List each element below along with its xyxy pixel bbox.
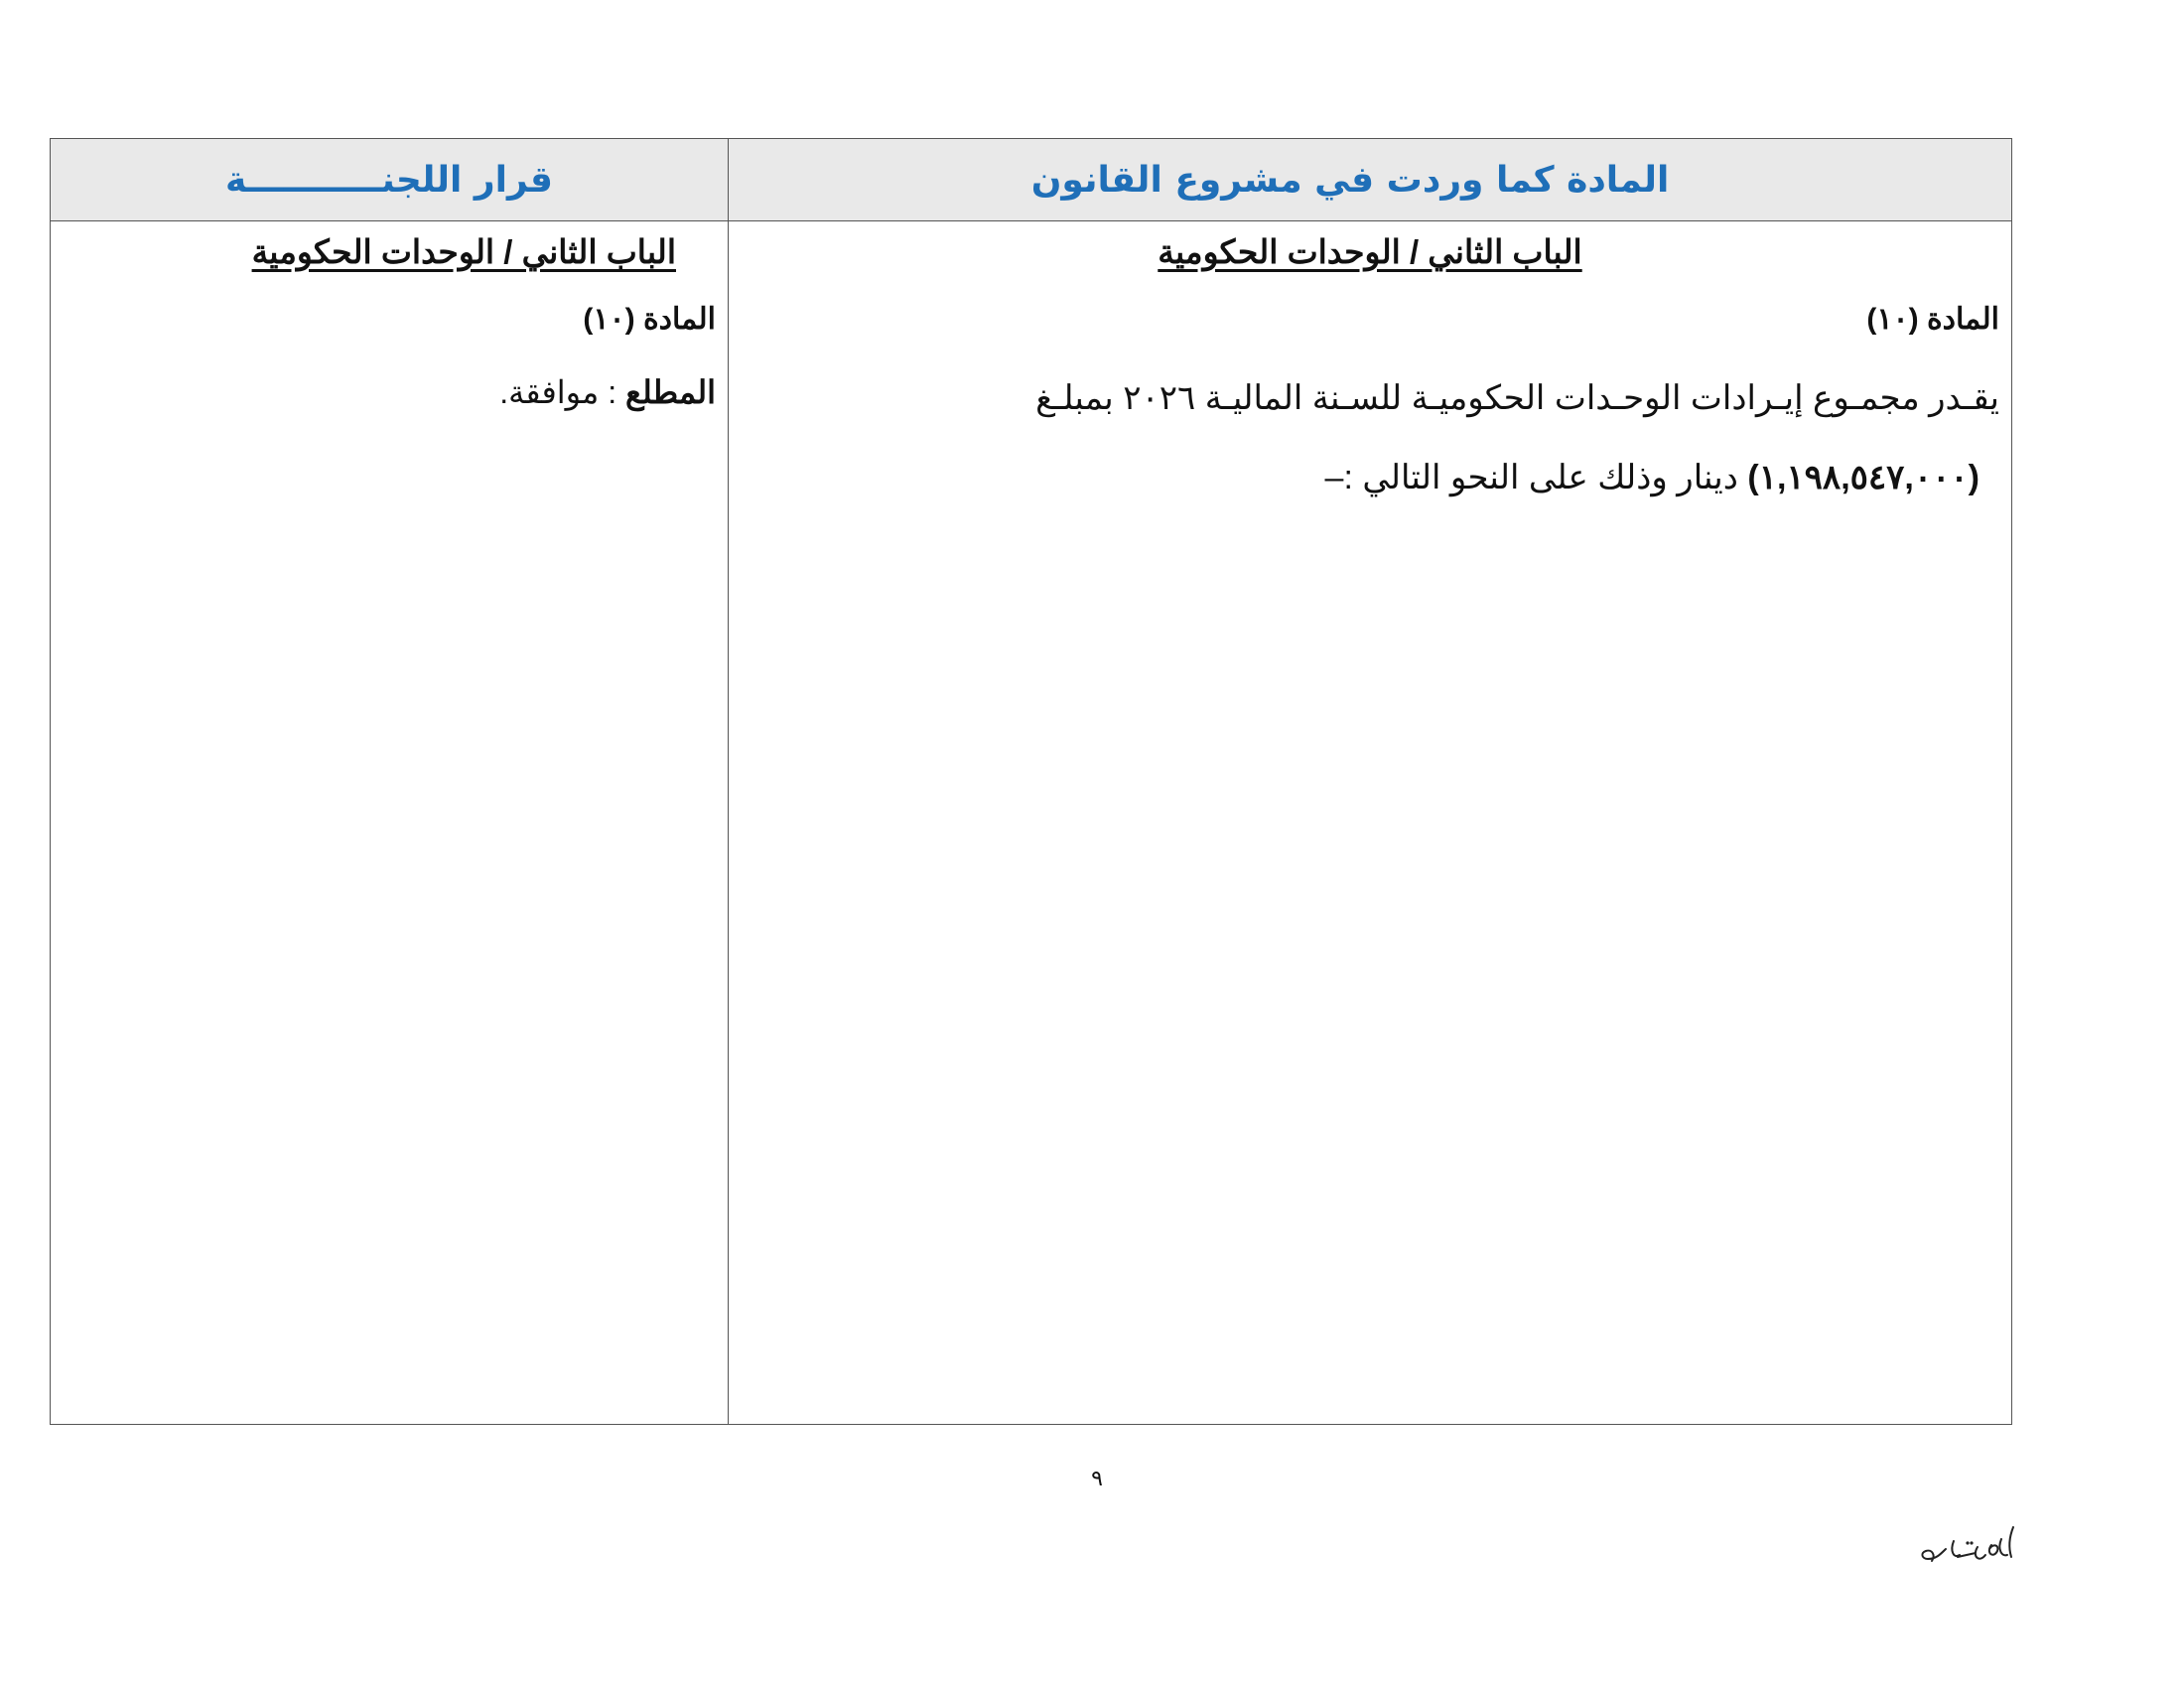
committee-column-title: قرار اللجنـــــــــــة — [225, 159, 553, 201]
law-chapter-title: الباب الثاني / الوحدات الحكومية — [1158, 233, 1582, 270]
page-number: ٩ — [1091, 1467, 1103, 1491]
law-column-title: المادة كما وردت في مشروع القانون — [1030, 159, 1670, 201]
handwritten-signature — [1906, 1519, 2025, 1569]
law-article-paragraph — [741, 358, 1999, 517]
committee-column-header — [51, 139, 729, 220]
decision-label: المطلع — [624, 374, 716, 410]
table-body-row — [51, 221, 2011, 1424]
decision-text: : موافقة. — [499, 374, 625, 410]
comparison-table — [50, 138, 2012, 1425]
committee-article-label: المادة (١٠) — [583, 303, 716, 336]
law-article-label: المادة (١٠) — [1866, 303, 1999, 336]
table-header-row — [51, 139, 2011, 221]
law-column-cell — [729, 221, 2011, 1424]
paragraph-line-2-rest: دينار وذلك على النحو التالي :– — [1324, 459, 1748, 496]
committee-chapter-title: الباب الثاني / الوحدات الحكومية — [251, 233, 676, 270]
committee-decision — [63, 362, 716, 422]
paragraph-line-2 — [741, 438, 1999, 517]
revenue-amount: (١,١٩٨,٥٤٧,٠٠٠) — [1747, 459, 1979, 496]
law-column-header — [729, 139, 2011, 220]
committee-column-cell — [51, 221, 729, 1424]
paragraph-line-1: يقـدر مجمـوع إيـرادات الوحـدات الحكوميـة للسـنة الماليـة ٢٠٢٦ بمبلـغ — [1035, 379, 1999, 417]
